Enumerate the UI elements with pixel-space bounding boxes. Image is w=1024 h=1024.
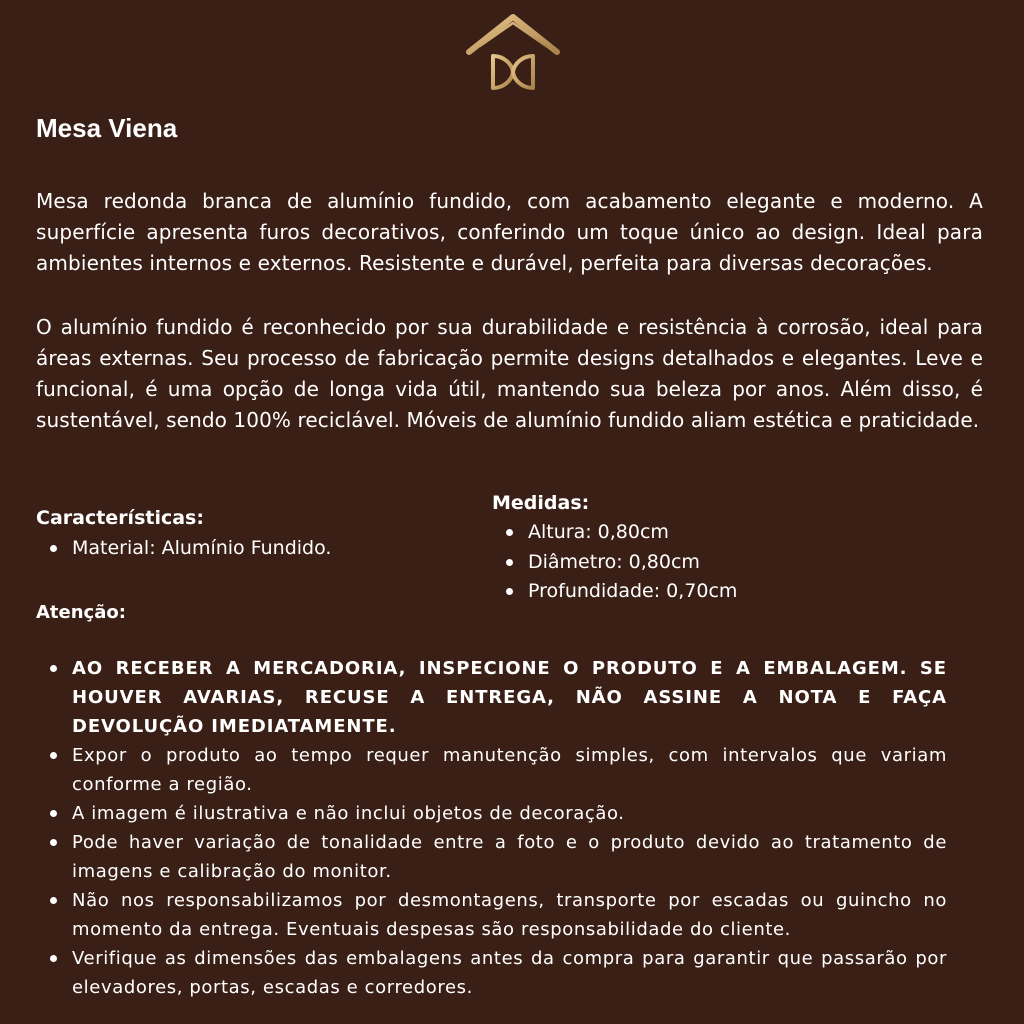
medidas-list: [492, 518, 737, 607]
product-description-2: O alumínio fundido é reconhecido por sua durabilidade e resistência à corrosão, ideal para áreas externas. Seu processo de fabricação permite designs detalhados e elegantes. Leve e funcional, é uma opção de longa vida útil, mantendo sua beleza por anos. Além disso, é sustentável, sendo 100% reciclável. Móveis de alumínio fundido aliam estética e praticidade.: [36, 315, 983, 432]
atencao-item-tonalidade: Pode haver variação de tonalidade entre a foto e o produto devido ao tratamento de imagens e calibração do monitor.: [36, 828, 947, 886]
atencao-item-transporte: Não nos responsabilizamos por desmontagens, transporte por escadas ou guincho no momento da entrega. Eventuais despesas são responsabilidade do cliente.: [36, 886, 947, 944]
medidas-item-profundidade: Profundidade: 0,70cm: [492, 577, 737, 607]
atencao-item-warning: AO RECEBER A MERCADORIA, INSPECIONE O PRODUTO E A EMBALAGEM. SE HOUVER AVARIAS, RECUSE A ENTREGA, NÃO ASSINE A NOTA E FAÇA DEVOLUÇÃO IMEDIATAMENTE.: [36, 654, 947, 741]
medidas-item-altura: Altura: 0,80cm: [492, 518, 737, 548]
product-description-1: Mesa redonda branca de alumínio fundido, com acabamento elegante e moderno. A superfície apresenta furos decorativos, conferindo um toque único ao design. Ideal para ambientes internos e externos. Resistente e durável, perfeita para diversas decorações.: [36, 189, 983, 275]
atencao-item-manutencao: Expor o produto ao tempo requer manutenção simples, com intervalos que variam conforme a região.: [36, 741, 947, 799]
atencao-item-imagem: A imagem é ilustrativa e não inclui objetos de decoração.: [36, 799, 947, 828]
caracteristicas-item: Material: Alumínio Fundido.: [36, 534, 331, 563]
medidas-heading: Medidas:: [492, 492, 590, 514]
medidas-item-diametro: Diâmetro: 0,80cm: [492, 548, 737, 578]
atencao-item-dimensoes: Verifique as dimensões das embalagens antes da compra para garantir que passarão por elevadores, portas, escadas e corredores.: [36, 944, 947, 1002]
atencao-heading: Atenção:: [36, 602, 126, 623]
caracteristicas-list: [36, 534, 331, 563]
atencao-list: [36, 654, 947, 1002]
caracteristicas-heading: Características:: [36, 507, 204, 529]
house-monogram-logo-icon: [466, 14, 560, 98]
product-title: Mesa Viena: [36, 113, 178, 143]
